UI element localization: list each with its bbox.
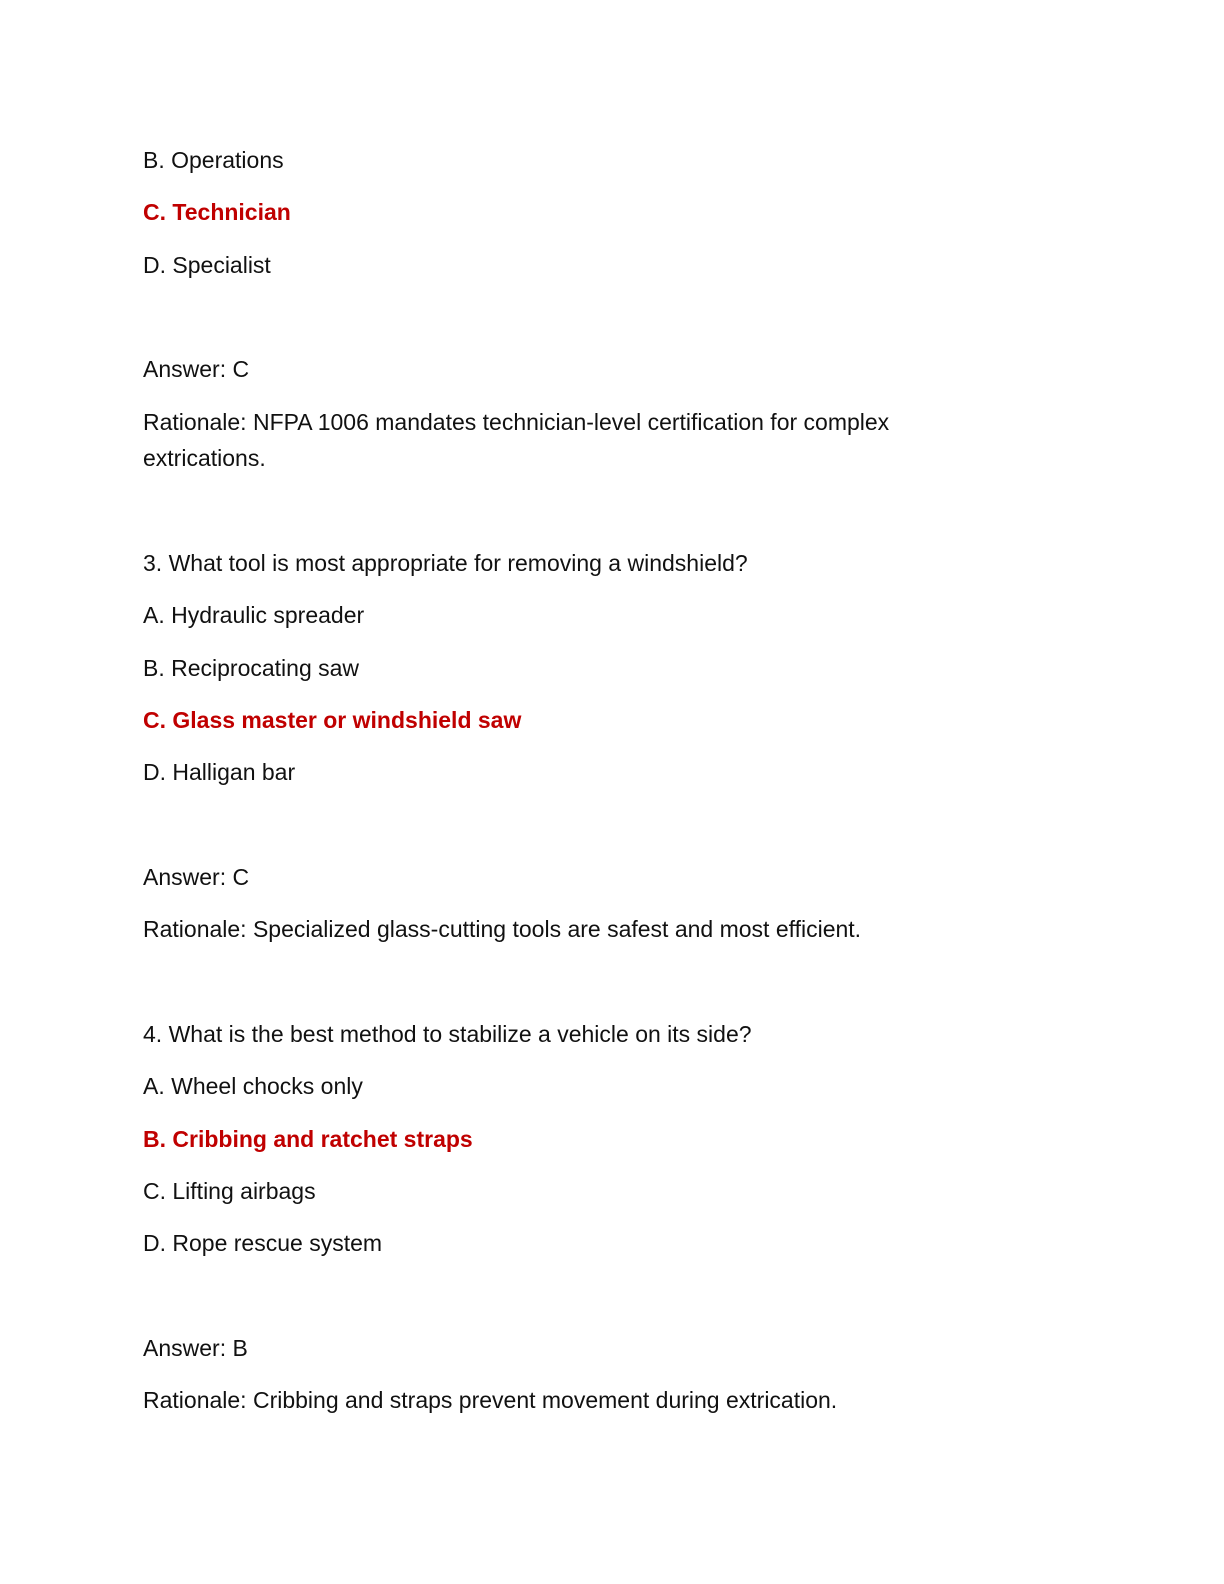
q4-rationale: Rationale: Cribbing and straps prevent movement during extrication. xyxy=(143,1387,838,1413)
q2-option-b: B. Operations xyxy=(143,147,284,173)
q4-answer: Answer: B xyxy=(143,1335,248,1361)
q3-option-d: D. Halligan bar xyxy=(143,759,296,785)
q4-option-b-correct: B. Cribbing and ratchet straps xyxy=(143,1126,473,1152)
q3-option-a: A. Hydraulic spreader xyxy=(143,602,365,628)
q4-option-d: D. Rope rescue system xyxy=(143,1230,383,1256)
q2-option-d: D. Specialist xyxy=(143,252,271,278)
q3-answer: Answer: C xyxy=(143,864,250,890)
q3-option-c-correct: C. Glass master or windshield saw xyxy=(143,707,522,733)
q3-rationale: Rationale: Specialized glass-cutting tools are safest and most efficient. xyxy=(143,916,862,942)
q4-question: 4. What is the best method to stabilize a vehicle on its side? xyxy=(143,1021,752,1047)
q2-rationale: Rationale: NFPA 1006 mandates technician-level certification for complex extrications. xyxy=(143,409,890,471)
q2-option-c-correct: C. Technician xyxy=(143,199,291,225)
q2-answer: Answer: C xyxy=(143,356,250,382)
q3-question: 3. What tool is most appropriate for removing a windshield? xyxy=(143,550,748,576)
q4-option-c: C. Lifting airbags xyxy=(143,1178,316,1204)
q4-option-a: A. Wheel chocks only xyxy=(143,1073,363,1099)
q3-option-b: B. Reciprocating saw xyxy=(143,655,360,681)
